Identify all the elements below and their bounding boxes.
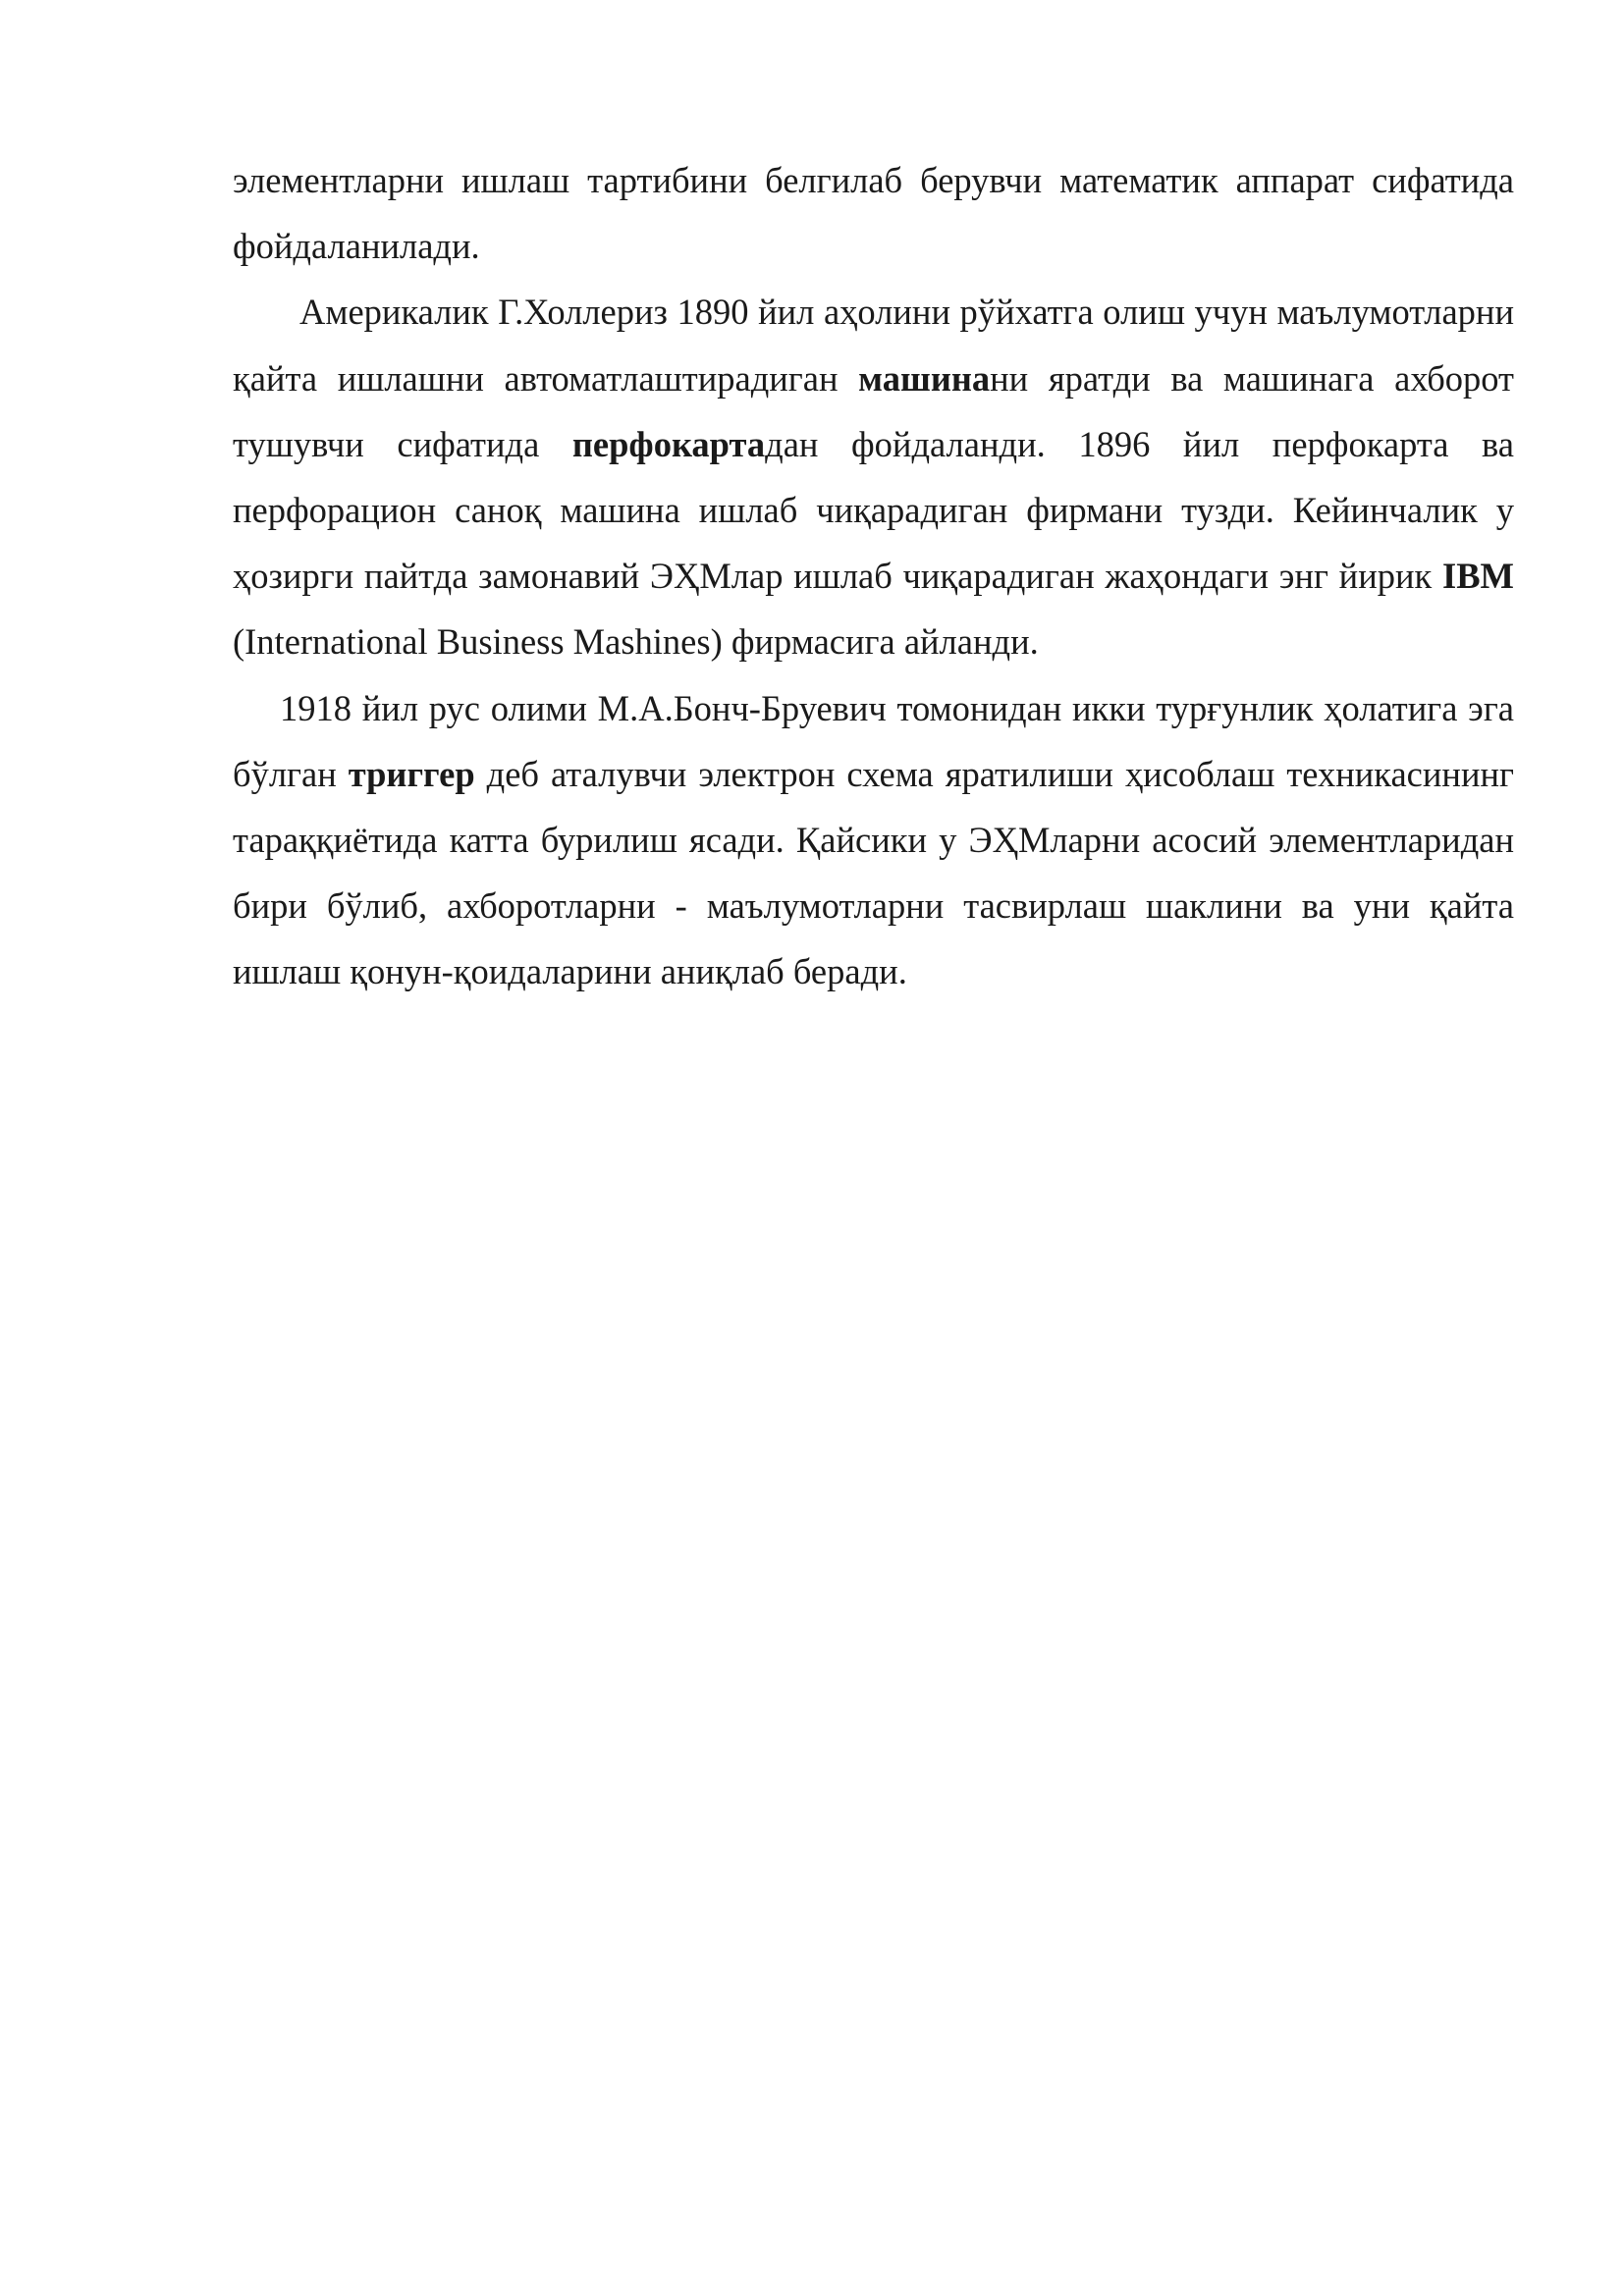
paragraph-1-text: элементларни ишлаш тартибини белгилаб берувчи математик аппарат сифатида фойдаланилади. bbox=[233, 160, 1514, 267]
paragraph-2 bbox=[233, 279, 1514, 674]
term-trigger: триггер bbox=[348, 753, 475, 794]
paragraph-3-text-2: деб аталувчи электрон схема яратилиши ҳисоблаш техникасининг тараққиётида катта бурилиш ясади. Қайсики у ЭҲМларни асосий элементларидан бири бўлиб, ахборотларни - маълумотларни тасвирлаш шаклини ва уни қайта ишлаш қонун-қоидаларини аниқлаб беради. bbox=[233, 753, 1514, 992]
term-perfokarta: перфокарта bbox=[571, 423, 766, 464]
paragraph-2-text-3: дан фойдаланди. 1896 йил перфокарта ва перфорацион саноқ машина ишлаб чиқарадиган фирмани тузди. Кейинчалик у ҳозирги пайтда замонавий ЭҲМлар ишлаб чиқарадиган жаҳондаги энг йирик bbox=[233, 423, 1514, 597]
body-text bbox=[233, 147, 1514, 1005]
paragraph-1 bbox=[233, 147, 1514, 279]
term-mashina: машина bbox=[858, 357, 991, 399]
paragraph-3 bbox=[233, 675, 1514, 1005]
term-ibm: IBM bbox=[1442, 556, 1514, 597]
paragraph-2-text-2: ни яратди ва машинага ахборот тушувчи сифатида bbox=[233, 357, 1514, 464]
paragraph-2-text-4: (International Business Mashines) фирмасига айланди. bbox=[233, 621, 1039, 663]
paragraph-2-text-1: Америкалик Г.Холлериз 1890 йил аҳолини рўйхатга олиш учун маълумотларни қайта ишлашни автоматлаштирадиган bbox=[233, 292, 1514, 399]
paragraph-3-text-1: 1918 йил рус олими М.А.Бонч-Бруевич томонидан икки турғунлик ҳолатига эга бўлган bbox=[233, 687, 1514, 794]
